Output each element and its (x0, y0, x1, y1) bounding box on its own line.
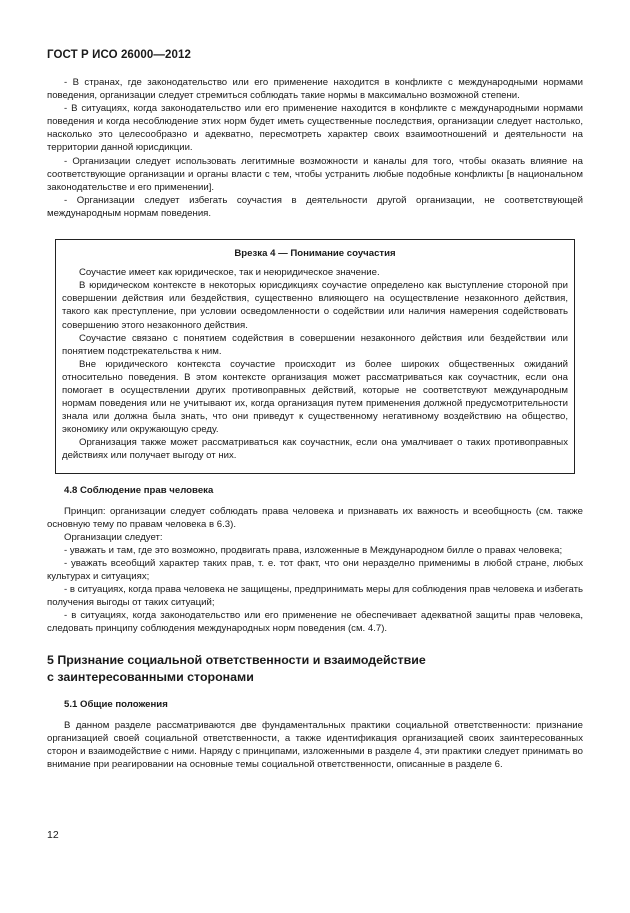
insert-box (55, 239, 575, 474)
section-4-8-paragraph: - уважать и там, где это возможно, продвигать права, изложенные в Международном билле о правах человека; (64, 544, 563, 556)
insert-paragraph: Соучастие имеет как юридическое, так и неюридическое значение. (79, 267, 380, 279)
section-5-heading-line: 5 Признание социальной ответственности и взаимодействие (47, 652, 426, 667)
section-4-8-paragraph: - в ситуациях, когда права человека не защищены, предпринимать меры для соблюдения прав человека и избегать получения выгоды от таких ситуаций; (47, 584, 583, 609)
insert-paragraph: Соучастие связано с понятием содействия в совершении незаконного действия или бездействии или понятием подстрекательства к ним. (62, 332, 568, 357)
section-5-1-paragraph: В данном разделе рассматриваются две фундаментальных практики социальной ответственности: признание организацией своей социальной ответственности, а также идентификация организацией своих заинтересованных сторон и взаимодействие с ними. Наряду с принципами, изложенными в разделе 4, эти практики следует принимать во внимание при реагировании на основные темы социальной ответственности, описанные в разделе 6. (47, 719, 583, 770)
intro-paragraph: - Организации следует избегать соучастия в деятельности другой организации, не соответствующей международным нормам поведения. (47, 194, 583, 219)
page-content (47, 76, 583, 771)
page-number: 12 (47, 829, 59, 841)
section-4-8-paragraph: - в ситуациях, когда законодательство или его применение не обеспечивает адекватной защиты прав человека, следовать принципу соблюдения международных норм поведения (см. 4.7). (47, 610, 583, 635)
intro-paragraph: - Организации следует использовать легитимные возможности и каналы для того, чтобы оказать влияние на соответствующие организации и органы власти с тем, чтобы устранить любые подобные конфликты [в национальном законодательстве и его применении]. (47, 155, 583, 193)
section-4-8-paragraph: Организации следует: (64, 531, 163, 543)
document-header: ГОСТ Р ИСО 26000—2012 (47, 49, 192, 61)
section-4-8-paragraph: Принцип: организации следует соблюдать права человека и признавать их важность и всеобщность (см. также основную тему по правам человека в 6.3). (47, 505, 583, 530)
section-5-heading (47, 652, 583, 686)
section-4-8-paragraph: - уважать всеобщий характер таких прав, т. е. тот факт, что они неразделно применимы в любой стране, любых культурах и ситуациях; (47, 558, 583, 583)
insert-paragraph: Организация также может рассматриваться как соучастник, если она умалчивает о таких противоправных действиях или получает выгоду от них. (62, 437, 568, 462)
section-4-8-heading: 4.8 Соблюдение прав человека (64, 484, 214, 496)
insert-paragraph: В юридическом контексте в некоторых юрисдикциях соучастие определено как выступление стороной при совершении действия или бездействия, существенно влияющего на осуществление незаконного действия, такого как преступление, при условии осведомленности о содействии или наличия намерения содействовать совершению этого незаконного действия. (62, 280, 568, 331)
section-5-heading-line: с заинтересованными сторонами (47, 669, 254, 684)
intro-paragraph: - В странах, где законодательство или его применение находится в конфликте с международными нормами поведения, организации следует стремиться соблюдать такие нормы в максимально возможной степени. (47, 77, 583, 102)
section-5-1-heading: 5.1 Общие положения (64, 698, 168, 710)
insert-box-title: Врезка 4 — Понимание соучастия (234, 248, 396, 260)
intro-paragraph: - В ситуациях, когда законодательство или его применение находится в конфликте с международными нормами поведения и когда несоблюдение этих норм будет иметь существенные последствия, организации следует настолько, насколько это целесообразно и адекватно, пересмотреть характер своих взаимоотношений и деятельности на территории данной юрисдикции. (47, 103, 583, 154)
insert-paragraph: Вне юридического контекста соучастие происходит из более широких общественных ожиданий относительно поведения. В этом контексте организация может рассматриваться как соучастник, если она помогает в осуществлении других противоправных действий, которые не соответствуют международным нормам поведения или не учитывают их, когда организация путем применения должной предусмотрительности знала или должна была знать, что они приведут к существенному негативному воздействию на общество, экономику или окружающую среду. (62, 358, 568, 436)
